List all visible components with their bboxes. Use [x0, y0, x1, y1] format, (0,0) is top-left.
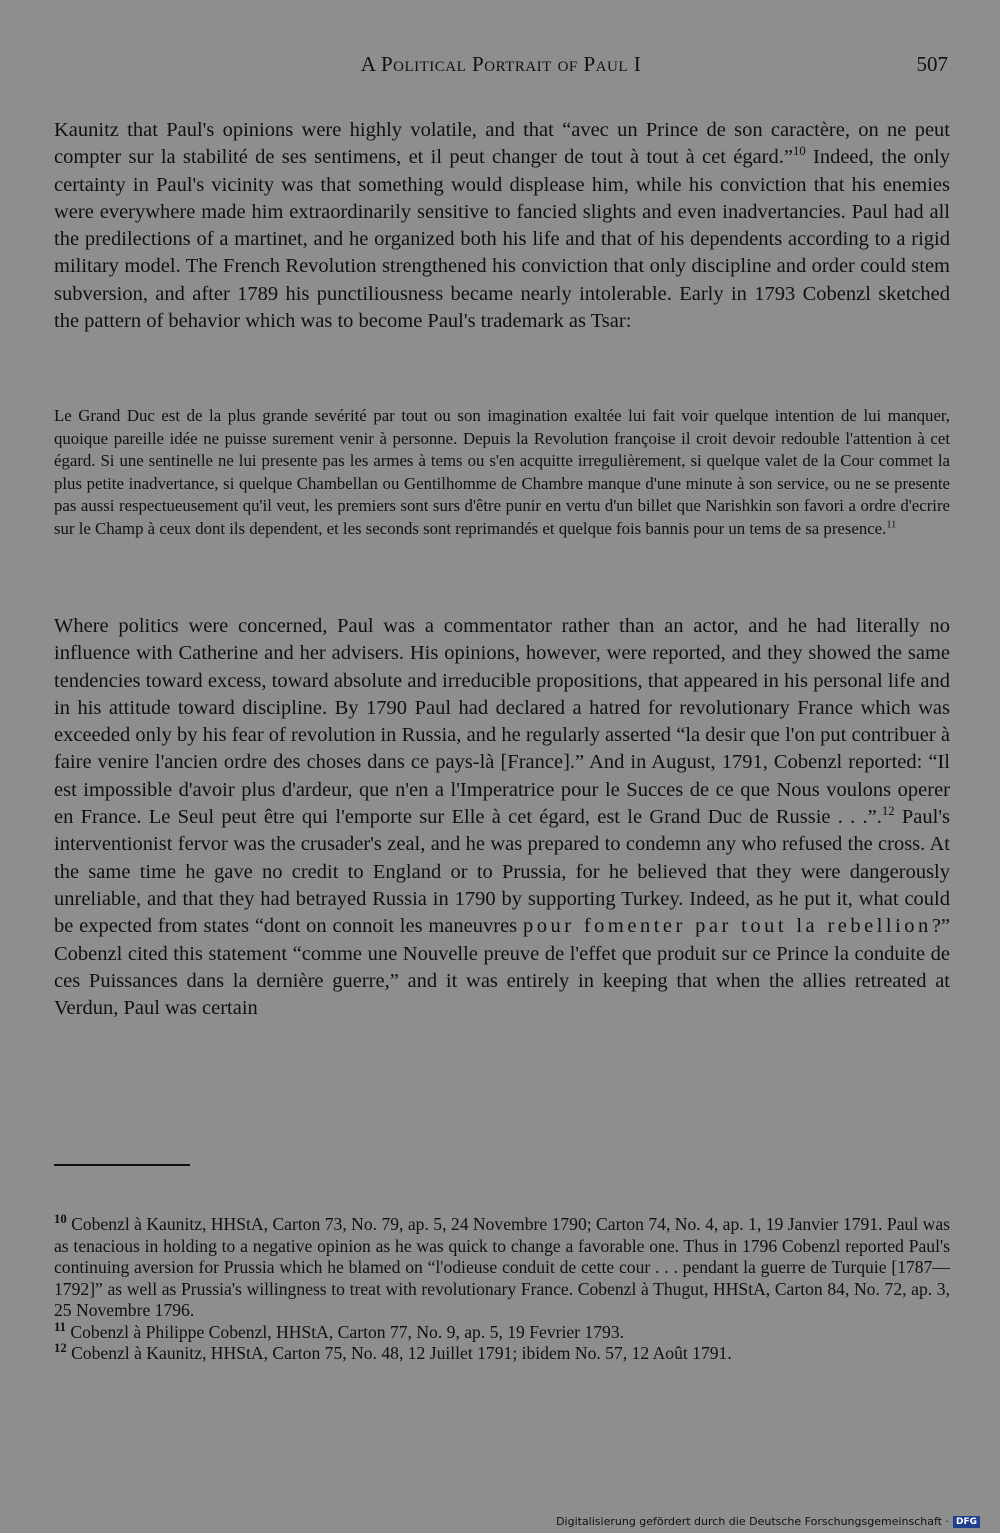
footnote-mark: 12 [54, 1341, 67, 1356]
body-paragraph-1 [54, 117, 950, 335]
body-paragraph-2 [54, 613, 950, 1022]
footnote-mark: 11 [54, 1319, 66, 1334]
credit-text: Digitalisierung gefördert durch die Deutsche Forschungsgemeinschaft · [556, 1515, 949, 1528]
paragraph-text: Kaunitz that Paul's opinions were highly volatile, and that “avec un Prince de son caractère, on ne peut compter sur la stabilité de ses sentimens, et il peut changer de tout à tout à cet égard.” [54, 119, 950, 169]
page-header [54, 52, 948, 82]
paragraph-text: Indeed, the only certainty in Paul's vicinity was that something would displease him, while his conviction that his enemies were everywhere made him extraordinarily sensitive to fancied slights and even inadvertancies. Paul had all the predilections of a martinet, and he organized both his life and that of his dependents according to a rigid military model. The French Revolution strengthened his conviction that only discipline and order could stem subversion, and after 1789 his punctiliousness became nearly intolerable. Early in 1793 Cobenzl sketched the pattern of behavior which was to become Paul's trademark as Tsar: [54, 146, 950, 333]
running-title: A Political Portrait of Paul I [360, 52, 642, 76]
footnote-12 [54, 1343, 950, 1365]
page-number: 507 [916, 52, 948, 76]
digitization-credit [556, 1515, 980, 1528]
dfg-logo-icon: DFG [953, 1516, 980, 1528]
footnote-divider [54, 1164, 190, 1166]
emphasized-text: pour fomenter par tout la rebellion [522, 915, 932, 938]
footnote-10 [54, 1214, 950, 1322]
footnote-11 [54, 1319, 950, 1344]
footnote-text: Cobenzl à Kaunitz, HHStA, Carton 73, No. 79, ap. 5, 24 Novembre 1790; Carton 74, No. 4, ap. 1, 19 Janvier 1791. Paul was as tenacious in holding to a negative opinion as he was quick to change a favorable one. Thus in 1796 Cobenzl reported Paul's continuing aversion for Prussia which he blamed on “l'odieuse conduit de cette cour . . . pendant la guerre de Turquie [1787—1792]” as well as Prussia's willingness to treat with revolutionary France. Cobenzl à Thugut, HHStA, Carton 84, No. 72, ap. 3, 25 Novembre 1796. [54, 1214, 950, 1320]
block-quote [54, 405, 950, 540]
paragraph-text: Where politics were concerned, Paul was a commentator rather than an actor, and he had literally no influence with Catherine and her advisers. His opinions, however, were reported, and they showed the same tendencies toward excess, toward absolute and irreducible propositions, that appeared in his personal life and in his attitude toward discipline. By 1790 Paul had declared a hatred for revolutionary France which was exceeded only by his fear of revolution in Russia, and he regularly asserted “la desir que l'on put contribuer à faire venire l'ancien ordre des choses dans ce pays-là [France].” And in August, 1791, Cobenzl reported: “Il est impossible d'avoir plus d'ardeur, que n'en a l'Imperatrice pour le Succes de ce que Nous voulons operer en France. Le Seul peut être qui l'emporte sur Elle à cet égard, est le Grand Duc de Russie . . .”. [54, 615, 950, 829]
quote-text: Le Grand Duc est de la plus grande sevérité par tout ou son imagination exaltée lui fait voir quelque intention de lui manquer, quoique pareille idée ne puisse surement venir à personne. Depuis la Revolution françoise il croit devoir redouble l'attention à cet égard. Si une sentinelle ne lui presente pas les armes à tems ou s'en acquitte irregulièrement, si quelque valet de la Cour commet la plus petite inadvertance, si quelque Chambellan ou Gentilhomme de Chambre manque d'une minute à son service, ou ne se presente pas aussi respectueusement qu'il veut, les premiers sont surs d'être punir en vertu d'un billet que Narishkin son favori a ordre d'ecrire sur le Champ à ceux dont ils dependent, et les seconds sont reprimandés et quelque fois bannis pour un tems de sa presence. [54, 406, 950, 538]
footnote-text: Cobenzl à Kaunitz, HHStA, Carton 75, No. 48, 12 Juillet 1791; ibidem No. 57, 12 Août 1791. [71, 1343, 732, 1363]
footnote-text: Cobenzl à Philippe Cobenzl, HHStA, Carton 77, No. 9, ap. 5, 19 Fevrier 1793. [70, 1321, 625, 1342]
footnote-ref-11: 11 [886, 518, 897, 530]
paragraph-text: ?” Cobenzl cited this statement “comme une Nouvelle preuve de l'effet que produit sur ce Prince la conduite de ces Puissances dans la dernière guerre,” and it was entirely in keeping that when the allies retreated at Verdun, Paul was certain [54, 915, 951, 1020]
footnote-mark: 10 [54, 1212, 67, 1227]
paragraph-text: Paul's interventionist fervor was the crusader's zeal, and he was prepared to condemn any who refused the cross. At the same time he gave no credit to England or to Prussia, for he believed that they were dangerously unreliable, and that they had betrayed Russia in 1790 by supporting Turkey. Indeed, as he put it, what could be expected from states “dont on connoit les maneuvres [54, 806, 951, 938]
footnote-ref-10: 10 [792, 144, 806, 159]
footnote-ref-12: 12 [881, 804, 895, 819]
footnotes [54, 1214, 950, 1365]
